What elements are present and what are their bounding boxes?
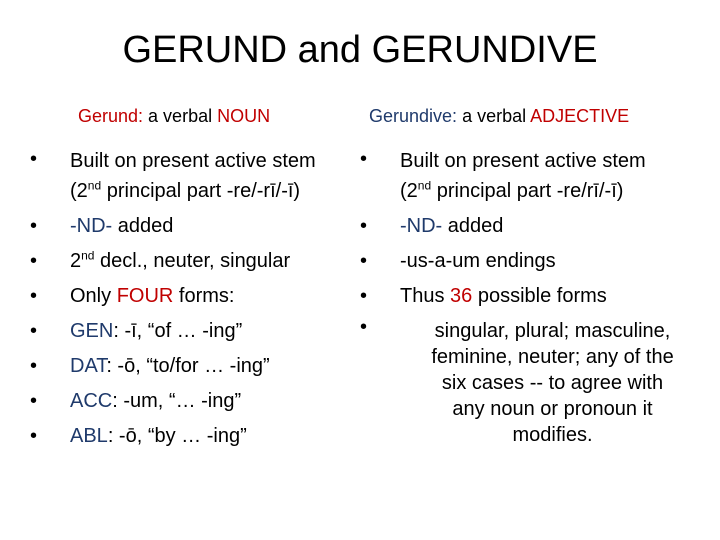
bullet-icon — [360, 209, 367, 244]
gerund-heading — [30, 104, 360, 128]
gerundive-heading — [360, 104, 705, 128]
gerund-list — [30, 144, 360, 454]
list-item: • -us-a-um endings — [360, 244, 705, 279]
bullet-icon — [30, 314, 37, 349]
bullet-icon — [30, 144, 37, 174]
list-item: • Thus 36 possible forms — [360, 279, 705, 314]
gerund-heading-label: Gerund: — [78, 106, 144, 126]
bullet-icon — [30, 209, 37, 244]
list-item: • ABL: -ō, “by … -ing” — [30, 419, 360, 454]
bullet-icon — [30, 384, 37, 419]
list-item: • GEN: -ī, “of … -ing” — [30, 314, 360, 349]
gerundive-heading-label: Gerundive: — [369, 106, 458, 126]
gerundive-heading-emph: ADJECTIVE — [530, 106, 630, 126]
gerundive-list — [360, 144, 705, 448]
gerundive-column — [360, 104, 705, 448]
bullet-icon — [360, 244, 367, 279]
gerund-heading-emph: NOUN — [217, 106, 271, 126]
gerundive-heading-text: a verbal — [457, 106, 531, 126]
list-item: • Only FOUR forms: — [30, 279, 360, 314]
list-item: • Built on present active stem (2nd principal part -re/rī/-ī) — [360, 144, 705, 209]
bullet-icon — [30, 279, 37, 314]
list-item: • ACC: -um, “… -ing” — [30, 384, 360, 419]
list-item: • DAT: -ō, “to/for … -ing” — [30, 349, 360, 384]
list-item: • -ND- added — [30, 209, 360, 244]
list-item: • Built on present active stem (2nd principal part -re/-rī/-ī) — [30, 144, 360, 209]
bullet-icon — [360, 144, 367, 174]
bullet-icon — [30, 349, 37, 384]
bullet-icon — [30, 419, 37, 454]
bullet-icon — [360, 279, 367, 314]
gerund-column — [30, 104, 360, 454]
list-item: • 2nd decl., neuter, singular — [30, 244, 360, 279]
list-item: • singular, plural; masculine, feminine, neuter; any of the six cases -- to agree with any noun or pronoun it modifies. — [360, 314, 705, 448]
list-item: • -ND- added — [360, 209, 705, 244]
bullet-icon — [30, 244, 37, 279]
bullet-icon — [360, 314, 367, 340]
slide-title: GERUND and GERUNDIVE — [122, 29, 598, 71]
gerund-heading-text: a verbal — [143, 106, 218, 126]
